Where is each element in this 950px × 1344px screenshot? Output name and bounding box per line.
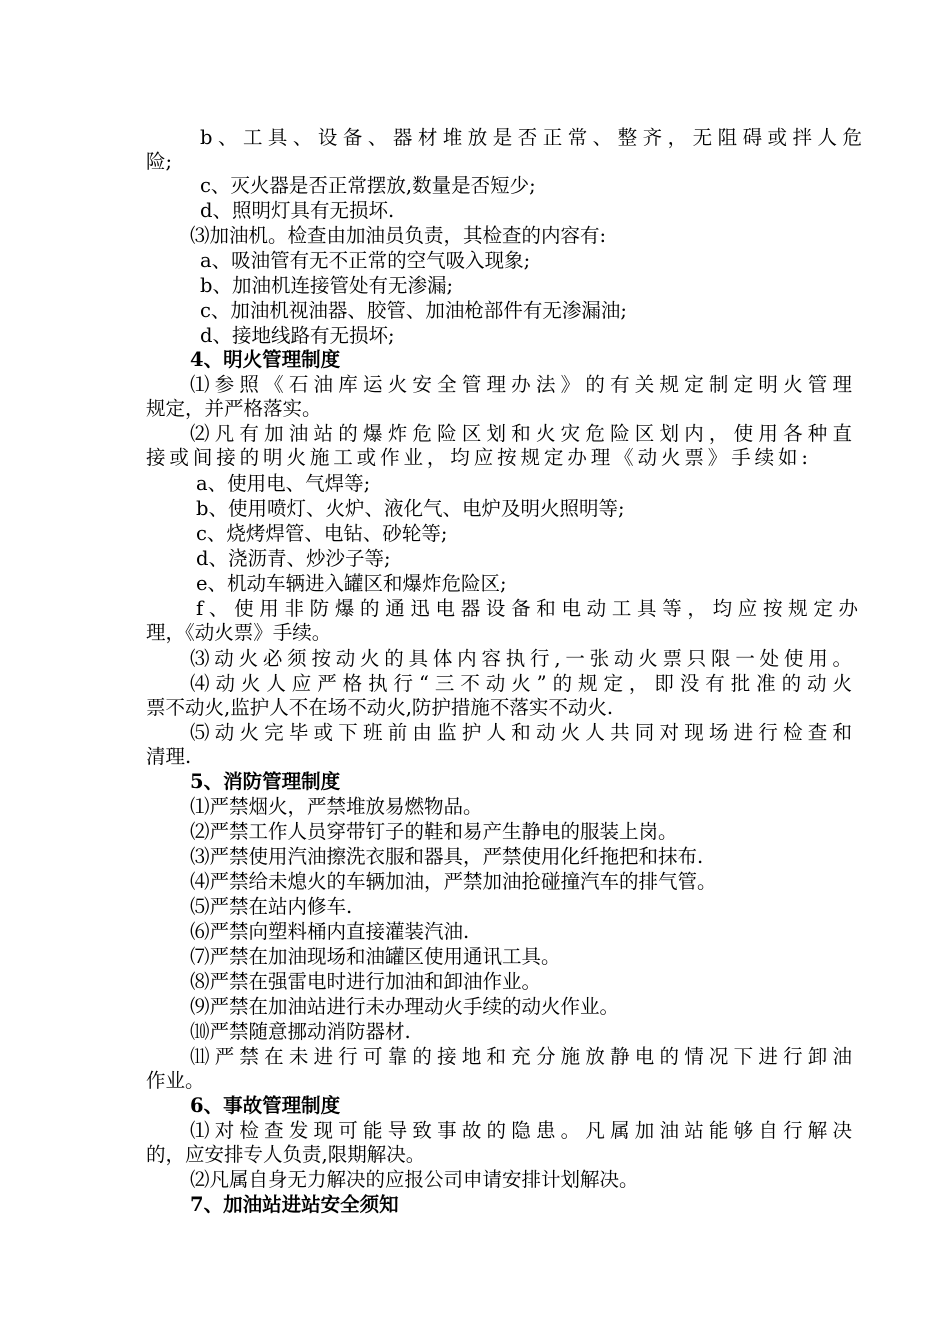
text-line: b、使用喷灯、火炉、液化气、电炉及明火照明等;	[196, 497, 625, 520]
text-line: ⑴对检查发现可能导致事故的隐患。凡属加油站能够自行解决	[190, 1119, 852, 1142]
text-line: ⑷严禁给未熄火的车辆加油，严禁加油抢碰撞汽车的排气管。	[190, 870, 717, 893]
text-line: ⑴严禁烟火，严禁堆放易燃物品。	[190, 795, 483, 818]
text-line: ⑶加油机。检查由加油员负责，其检查的内容有:	[190, 224, 607, 247]
text-line: 接或间接的明火施工或作业，均应按规定办理《动火票》手续如:	[146, 446, 808, 469]
text-line: ⑷动火人应严格执行“三不动火”的规定，即没有批准的动火	[190, 672, 852, 695]
text-line: d、浇沥青、炒沙子等;	[196, 547, 391, 570]
section-heading: 7、加油站进站安全须知	[190, 1193, 399, 1216]
text-line: ⑵凡有加油站的爆炸危险区划和火灾危险区划内，使用各种直	[190, 422, 852, 445]
text-line: ⑵严禁工作人员穿带钉子的鞋和易产生静电的服装上岗。	[190, 820, 678, 843]
section-heading: 5、消防管理制度	[190, 770, 341, 793]
text-line: 险;	[146, 150, 173, 173]
section-heading: 6、事故管理制度	[190, 1094, 341, 1117]
text-line: ⑾严禁在未进行可靠的接地和充分施放静电的情况下进行卸油	[190, 1045, 852, 1068]
text-line: 票不动火,监护人不在场不动火,防护措施不落实不动火.	[146, 696, 614, 719]
text-line: ⑴参照《石油库运火安全管理办法》的有关规定制定明火管理	[190, 373, 852, 396]
text-line: 的，应安排专人负责,限期解决。	[146, 1143, 426, 1166]
text-line: ⑼严禁在加油站进行未办理动火手续的动火作业。	[190, 995, 620, 1018]
text-line: ⑸严禁在站内修车.	[190, 895, 353, 918]
text-line: d、照明灯具有无损坏.	[200, 199, 395, 222]
text-line: ⑽严禁随意挪动消防器材.	[190, 1020, 411, 1043]
text-line: c、灭火器是否正常摆放,数量是否短少;	[200, 174, 536, 197]
section-heading: 4、明火管理制度	[190, 348, 341, 371]
text-line: d、接地线路有无损坏;	[200, 324, 395, 347]
text-line: a、吸油管有无不正常的空气吸入现象;	[200, 249, 531, 272]
text-line: ⑹严禁向塑料桶内直接灌装汽油.	[190, 920, 470, 943]
text-line: ⑶动火必须按动火的具体内容执行,一张动火票只限一处使用。	[190, 647, 852, 670]
text-line: e、机动车辆进入罐区和爆炸危险区;	[196, 572, 507, 595]
text-line: c、烧烤焊管、电钻、砂轮等;	[196, 522, 448, 545]
text-line: 理，《动火票》手续。	[146, 621, 332, 644]
text-line: ⑺严禁在加油现场和油罐区使用通讯工具。	[190, 945, 561, 968]
text-line: c、加油机视油器、胶管、加油枪部件有无渗漏油;	[200, 299, 627, 322]
text-line: b、工具、设备、器材堆放是否正常、整齐，无阻碍或拌人危	[200, 126, 862, 149]
text-line: a、使用电、气焊等;	[196, 472, 371, 495]
text-line: f、使用非防爆的通迅电器设备和电动工具等，均应按规定办	[196, 597, 858, 620]
text-line: ⑶严禁使用汽油擦洗衣服和器具，严禁使用化纤拖把和抹布.	[190, 845, 704, 868]
text-line: ⑻严禁在强雷电时进行加油和卸油作业。	[190, 970, 542, 993]
text-line: ⑵凡属自身无力解决的应报公司申请安排计划解决。	[190, 1168, 639, 1191]
text-line: ⑸动火完毕或下班前由监护人和动火人共同对现场进行检查和	[190, 721, 852, 744]
text-line: 规定，并严格落实。	[146, 397, 322, 420]
text-line: 作业。	[146, 1069, 205, 1092]
text-line: b、加油机连接管处有无渗漏;	[200, 274, 454, 297]
text-line: 清理.	[146, 745, 192, 768]
